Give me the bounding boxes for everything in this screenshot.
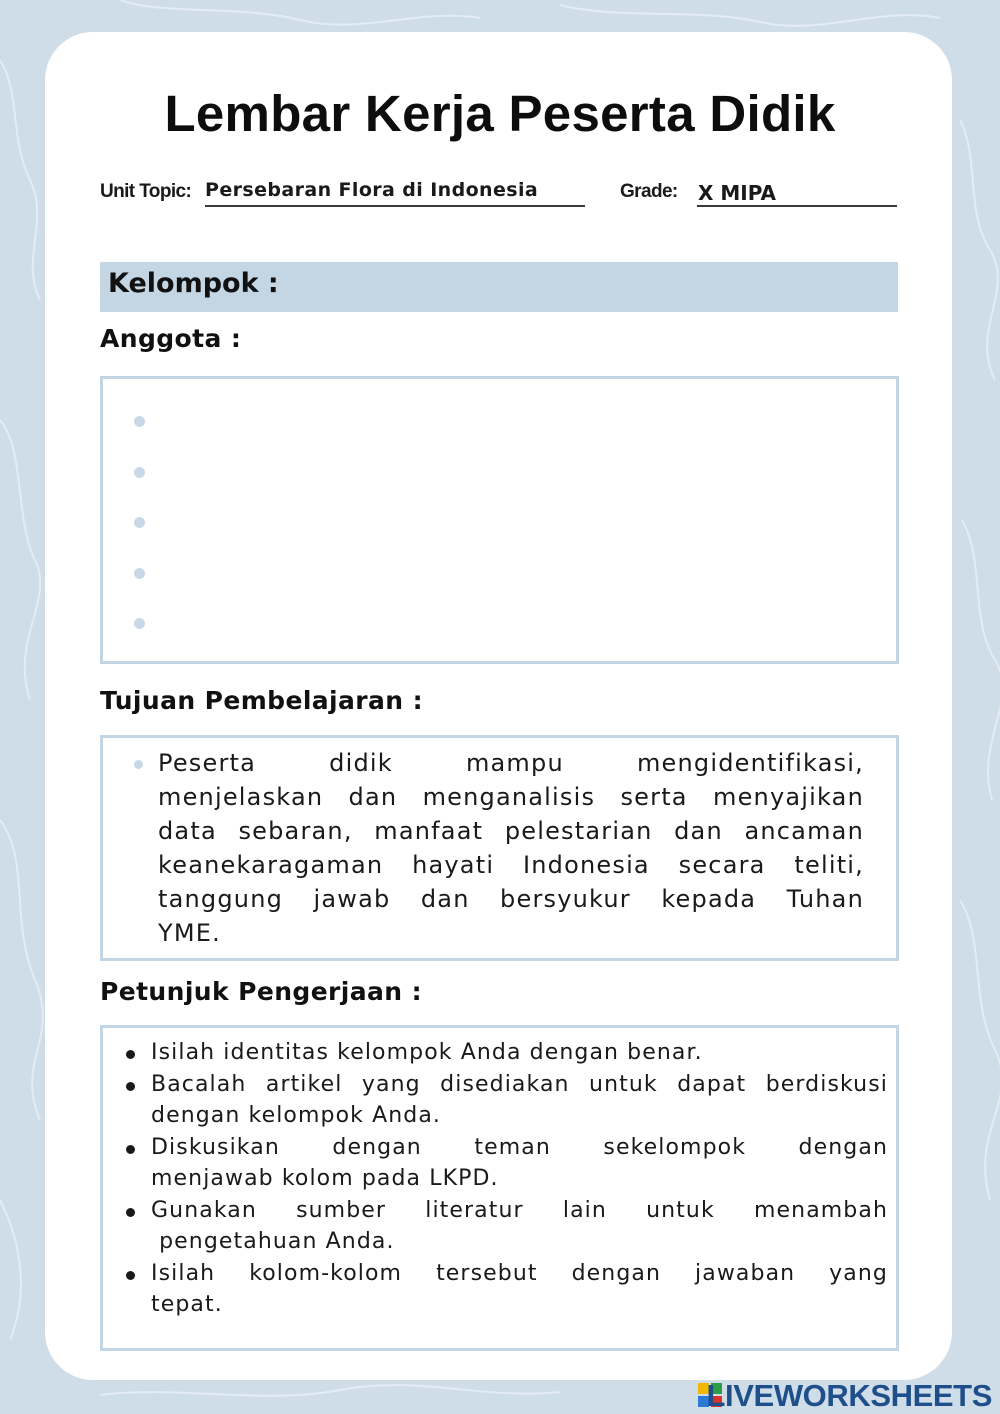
member-bullet [134,517,145,528]
member-bullet [134,416,145,427]
page-title: Lembar Kerja Peserta Didik [164,85,836,142]
goal-text-line: keanekaragaman hayati Indonesia secara teliti, [158,851,864,879]
instruction-bullet [126,1271,135,1280]
instruction-bullet [126,1208,135,1217]
instruction-text-line: dengan kelompok Anda. [151,1103,442,1128]
instruction-bullet [126,1050,135,1059]
goal-text-line: Peserta didik mampu mengidentifikasi, [158,749,864,777]
grade-label: Grade: [620,181,678,202]
instruction-text-line: Bacalah artikel yang disediakan untuk dapat berdiskusi [151,1072,888,1097]
unit-topic-label: Unit Topic: [100,181,192,202]
goal-text-line: data sebaran, manfaat pelestarian dan ancaman [158,817,864,845]
brand-watermark: LIVEWORKSHEETS [706,1378,992,1413]
instruction-text-line: pengetahuan Anda. [151,1229,395,1254]
member-bullet [134,618,145,629]
grade-value[interactable]: X MIPA [698,181,777,205]
instruction-text-line: Isilah kolom-kolom tersebut dengan jawaban yang [151,1261,888,1286]
instructions-heading: Petunjuk Pengerjaan : [100,977,422,1006]
instruction-text-line: Isilah identitas kelompok Anda dengan benar. [151,1040,703,1065]
goal-text-line: YME. [158,919,221,947]
unit-topic-value[interactable]: Persebaran Flora di Indonesia [205,179,539,201]
members-heading: Anggota : [100,324,242,353]
members-box[interactable] [100,376,899,664]
instruction-text-line: tepat. [151,1292,223,1317]
grade-underline [697,205,897,207]
member-bullet [134,568,145,579]
unit-topic-underline [205,205,585,207]
instruction-bullet [126,1145,135,1154]
member-bullet [134,467,145,478]
instruction-bullet [126,1082,135,1091]
goals-heading: Tujuan Pembelajaran : [100,686,423,715]
instruction-text-line: Gunakan sumber literatur lain untuk menambah [151,1198,888,1223]
instruction-text-line: menjawab kolom pada LKPD. [151,1166,499,1191]
goal-text-line: tanggung jawab dan bersyukur kepada Tuhan [158,885,864,913]
instruction-text-line: Diskusikan dengan teman sekelompok dengan [151,1135,888,1160]
goal-text-line: menjelaskan dan menganalisis serta menyajikan [158,783,864,811]
goal-bullet [134,760,143,769]
group-label: Kelompok : [108,268,279,299]
